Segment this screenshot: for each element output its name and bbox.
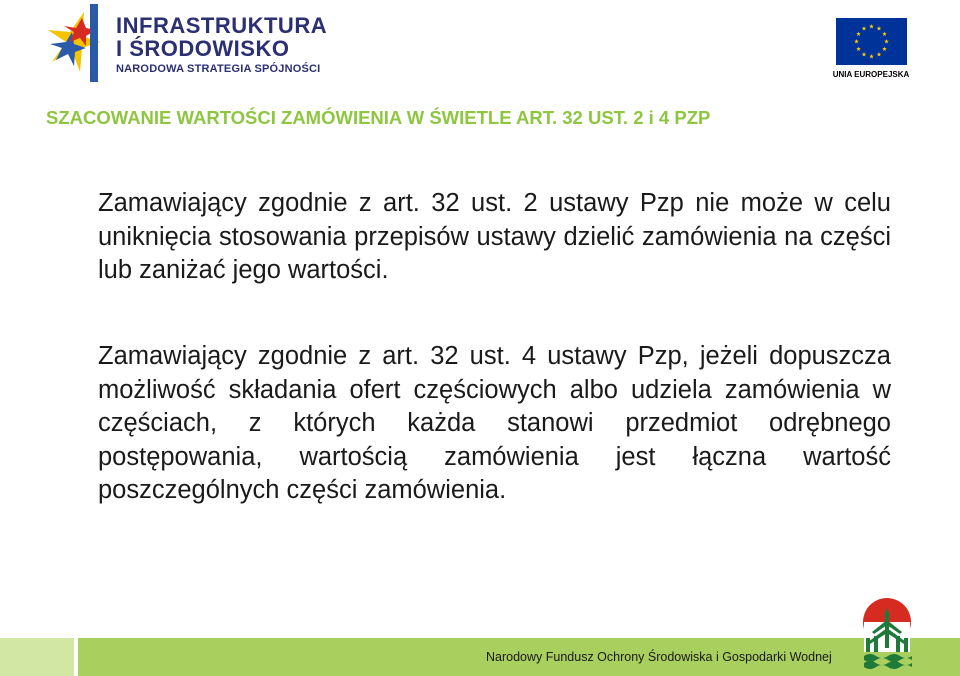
slide-title: SZACOWANIE WARTOŚCI ZAMÓWIENIA W ŚWIETLE ART. 32 UST. 2 i 4 PZP <box>46 107 711 128</box>
footer-band-light <box>0 638 74 676</box>
star-logo-icon <box>44 2 102 84</box>
infrastruktura-logo <box>44 2 328 84</box>
logo-line-2: I ŚRODOWISKO <box>116 36 290 61</box>
paragraph-2: Zamawiający zgodnie z art. 32 ust. 4 ustawy Pzp, jeżeli dopuszcza możliwość składania ofert częściowych albo udziela zamówienia w częściach, z których każda stanowi przedmiot odrębnego postępowania, wartością zamówienia jest łączna wartość poszczególnych części zamówienia. <box>98 342 891 504</box>
paragraph-1: Zamawiający zgodnie z art. 32 ust. 2 ustawy Pzp nie może w celu uniknięcia stosowania przepisów ustawy dzielić zamówienia na części lub zaniżać jego wartości. <box>98 189 891 284</box>
logo-text <box>116 14 327 77</box>
logo-line-3: NARODOWA STRATEGIA SPÓJNOŚCI <box>116 63 321 75</box>
eu-label: UNIA EUROPEJSKA <box>832 70 910 79</box>
eu-flag-icon <box>836 18 907 65</box>
footer-text: Narodowy Fundusz Ochrony Środowiska i Gospodarki Wodnej <box>486 650 832 664</box>
nfosigw-logo-icon <box>860 598 914 670</box>
logo-line-1: INFRASTRUKTURA <box>116 13 328 38</box>
